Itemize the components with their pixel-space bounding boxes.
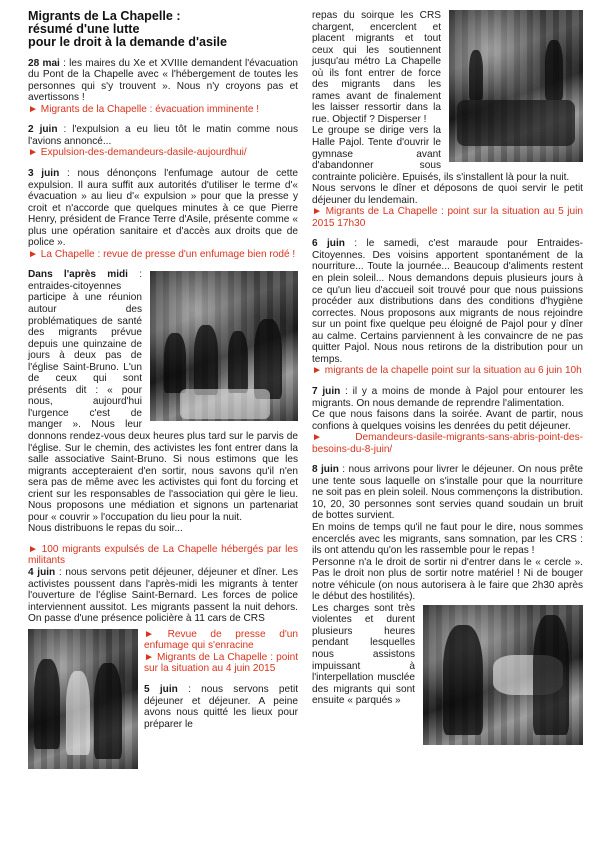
paragraph-text: : entraides-citoyennes participe à une réunion autour des problématiques de santé des migrants prévue depuis une quinzaine de jours à deux pas de l'église Saint-Bruno. L'un de ceux qui sont présents dit : « pour nous, aujourd'hui l'urgence c'est de manger ». Nous leur donnons rendez-vous deux heures plus tard sur le parvis de l'église. Sur le chemin, des activistes les font entrer dans la salle associative Saint-Bruno. Si nous estimons que les migrants accepteraient d'en sortir, nous savons qu'il n'en sera pas de même avec les activistes qui font du forcing et crient sur les responsables de l'association qui gère le lieu. Nous proposons une médiation et signons un partenariat pour « couvrir » l'occupation du lieu pour la nuit.	[28, 269, 298, 523]
paragraph-text: : nous arrivons pour livrer le déjeuner. On nous prête une tente sous laquelle on s'installe pour que la nourriture ne soit pas en plein soleil. Nous commençons la distribution. 10, 20, 30 personnes sont servies quand soudain un bruit de bottes survient.	[312, 464, 583, 522]
paragraph-text: : nous dénonçons l'enfumage autour de cette expulsion. Il aura suffit aux autorités d'utiliser le terme d'« évacuation » au lieu d'« expulsion » pour que la presse y croit et n'accorde que quelques minutes à ce que Pierre Henry, président de France Terre d'Asile, présente comme « plus une opération sanitaire et d'accès aux droits que de police ».	[28, 167, 298, 249]
paragraph-6-juin	[312, 238, 583, 365]
photo-campement-rue	[449, 10, 583, 162]
link-besoins-8-juin[interactable]: ► Demandeurs-dasile-migrants-sans-abris-point-des-besoins-du-8-juin/	[312, 432, 583, 455]
date-label: 6 juin	[312, 238, 345, 250]
link-evacuation-imminente[interactable]: ► Migrants de la Chapelle : évacuation imminente !	[28, 104, 298, 116]
paragraph-text: : les maires du Xe et XVIIIe demandent l'évacuation du Pont de la Chapelle avec « l'hébergement de toutes les personnes qui s'y trouvent ». Nous n'y croyons pas et avertissons !	[28, 57, 298, 104]
paragraph-repas-soir: Nous distribuons le repas du soir...	[28, 523, 183, 535]
date-label: 5 juin	[144, 683, 178, 695]
date-label: 4 juin	[28, 567, 56, 579]
date-label: Dans l'après midi	[28, 269, 128, 281]
photo-charges-police	[423, 605, 583, 745]
paragraph-charges: Les charges sont très violentes et durent plusieurs heures pendant lesquelles nous assistons impuissant à l'interpellation musclée des migrants qui sont ensuite « parqués »	[312, 602, 415, 707]
paragraph-28-mai	[28, 58, 298, 104]
title-line-3: pour le droit à la demande d'asile	[28, 35, 227, 50]
date-label: 3 juin	[28, 167, 60, 179]
paragraph-4-juin	[28, 567, 298, 625]
title-line-2: résumé d'une lutte	[28, 22, 140, 37]
date-label: 8 juin	[312, 464, 339, 476]
link-expulsion[interactable]: ► Expulsion-des-demandeurs-dasile-aujourdhui/	[28, 147, 298, 159]
paragraph-2-juin	[28, 124, 298, 147]
link-point-4-juin[interactable]: ► Migrants de La Chapelle : point sur la situation au 4 juin 2015	[28, 652, 298, 675]
link-point-6-juin[interactable]: ► migrants de la chapelle point sur la situation au 6 juin 10h	[312, 365, 583, 377]
photo-distribution-repas	[150, 271, 298, 421]
paragraph-halle-pajol: Le groupe se dirige vers la Halle Pajol. Tente d'ouvrir le gymnase avant d'abandonner sous contrainte policière. Epuisés, ils s'installent là pour la nuit.	[312, 125, 570, 183]
date-label: 28 mai	[28, 57, 60, 69]
link-point-5-juin[interactable]: ► Migrants de La Chapelle : point sur la situation au 5 juin 2015 17h30	[312, 206, 583, 229]
paragraph-text: : l'expulsion a eu lieu tôt le matin comme nous l'avions annoncé...	[28, 124, 298, 147]
date-label: 7 juin	[312, 385, 341, 397]
paragraph-cercle: Personne n'a le droit de sortir ni d'entrer dans le « cercle ». Pas le droit non plus de sortir notre matériel ! Ni de bouger notre véhicule (on nous autorisera à le faire que 2h30 après le début des hostilités).	[312, 556, 583, 603]
title-line-1: Migrants de La Chapelle :	[28, 9, 181, 23]
paragraph-soiree: Ce que nous faisons dans la soirée. Avant de partir, nous confions à quelques voisins les denrées du petit déjeuner.	[312, 409, 583, 432]
paragraph-diner: Nous servons le dîner et déposons de quoi servir le petit déjeuner du lendemain.	[312, 183, 583, 206]
link-revue-presse-enracine[interactable]: ► Revue de presse d'un enfumage qui s'enracine	[28, 629, 298, 652]
paragraph-text: : nous servons petit déjeuner et déjeuner. A peine avons nous quitté les lieux pour préparer le	[144, 683, 298, 730]
right-column	[312, 10, 583, 745]
paragraph-encercles: En moins de temps qu'il ne faut pour le dire, nous sommes encerclés avec les migrants, sans somnation, par les CRS : ils ont attendu qu'on les rassemble pour le repas !	[312, 521, 583, 557]
paragraph-text: : le samedi, c'est maraude pour Entraides-Citoyennes. Des voisins apportent spontanément de la nourriture... Toute la journée... Beaucoup d'aliments restent en plein soleil... Nous demandons depuis plusieurs jours à ce qu'un lieu d'accueil soit trouvé pour que nous puissions procéder aux distributions dans des conditions d'hygiène correctes. Nous proposons aux migrants de nous rejoindre sur un point fixe quelque peu éloigné de Pajol pour y dîner au calme. Certains parviennent à les convaincre de ne pas quitter Pajol. Nous nous retirons de la distribution pour un temps.	[312, 238, 584, 365]
paragraph-5-juin-suite: repas du soirque les CRS chargent, encerclent et placent migrants et tout ceux qui les soutiennent jusqu'au métro La Chapelle où ils font entrer de force des migrants dans les rames avant de finalement les laisser ressortir dans la rue. Objectif ? Disperser !	[312, 10, 441, 125]
photo-migrants-queue	[28, 629, 138, 769]
paragraph-7-juin	[312, 386, 583, 409]
article-title	[28, 10, 298, 50]
paragraph-8-juin	[312, 464, 583, 522]
paragraph-3-juin	[28, 168, 298, 249]
paragraph-text: : nous servons petit déjeuner, déjeuner et dîner. Les activistes poussent dans l'après-midi les migrants à tenter l'ouverture de l'église Saint-Bernard. Les forces de police interviennent aussitot. Les migrants passent la nuit dehors. On passe d'une présence policière à 11 cars de CRS	[28, 567, 299, 625]
date-label: 2 juin	[28, 124, 58, 136]
link-100-migrants[interactable]: ► 100 migrants expulsés de La Chapelle hébergés par les militants	[28, 544, 298, 567]
paragraph-text: : il y a moins de monde à Pajol pour entourer les migrants. On nous demande de reprendre l'alimentation.	[312, 385, 583, 409]
left-column	[28, 10, 298, 769]
link-revue-presse-enfumage[interactable]: ► La Chapelle : revue de presse d'un enfumage bien rodé !	[28, 249, 298, 261]
